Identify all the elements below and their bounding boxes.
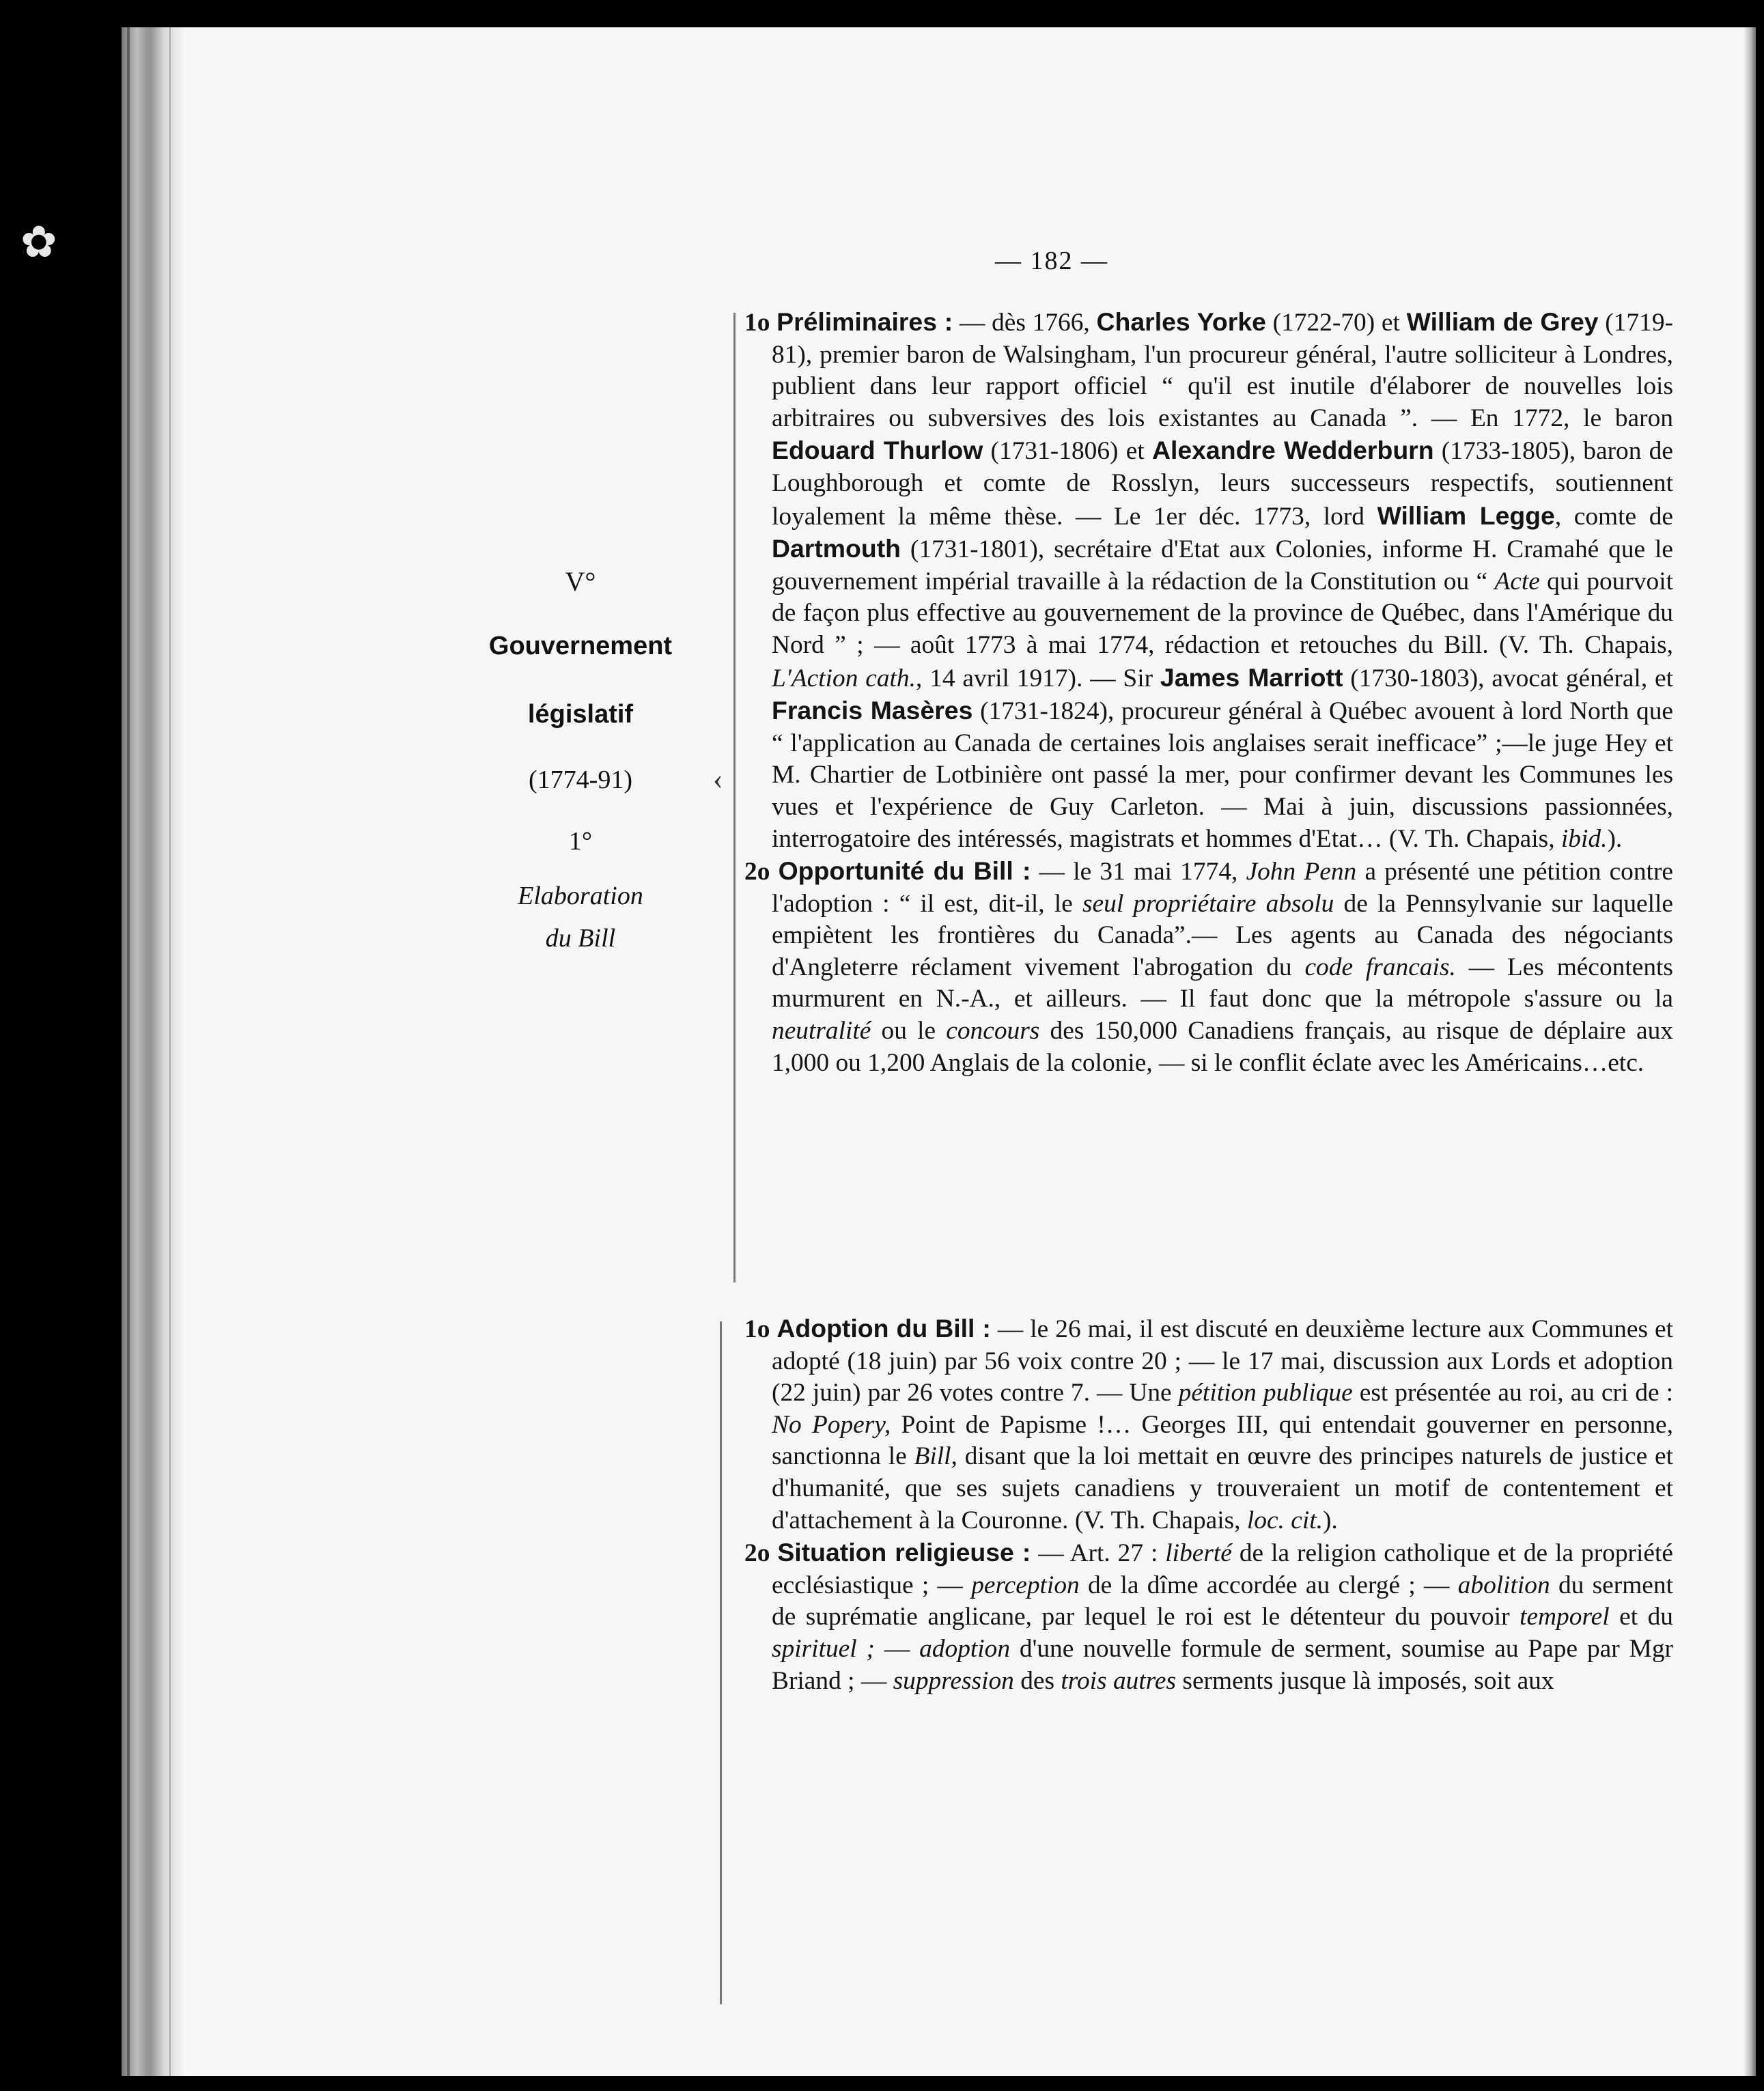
subsection-title: du Bill (545, 924, 616, 953)
brace-tick: ‹ (713, 762, 723, 796)
brace-line (733, 313, 736, 1282)
chapter-title: Gouvernement (488, 632, 673, 660)
subsection-number: 1° (568, 827, 593, 856)
paragraph-adoption: 1o Adoption du Bill : — le 26 mai, il est discuté en deuxième lecture aux Communes et adopté (18 juin) par 56 voix contre 20 ; — le 17 mai, discussion aux Lords et adoption (22 juin) par 26 votes contre 7. — Une pétition publique est présentée au roi, au cri de : No Popery, Point de Papisme !… Georges III, qui entendait gouverner en personne, sanctionna le Bill, disant que la loi mettait en œuvre des principes naturels de justice et d'humanité, que ses sujets canadiens y trouveraient un motif de contentement et d'attachement à la Couronne. (V. Th. Chapais, loc. cit.). (744, 1314, 1673, 1534)
spine-crease (127, 27, 130, 2076)
chapter-dates: (1774-91) (529, 766, 632, 794)
brace-line (720, 1321, 722, 2004)
section-elaboration (744, 306, 1673, 1079)
paragraph-heading: Situation religieuse : (777, 1538, 1031, 1567)
page-number: — 182 — (995, 247, 1108, 275)
section-adoption (744, 1313, 1673, 1697)
paragraph-heading: Préliminaires : (776, 307, 953, 336)
paragraph-opportunite: 2o Opportunité du Bill : — le 31 mai 1774, John Penn a présenté une pétition contre l'adoption : “ il est, dit-il, le seul propriétaire absolu de la Pennsylvanie sur laquelle empiètent les frontières du Canada”.— Les agents au Canada des négociants d'Angleterre réclament vivement l'abrogation du code francais. — Les mécontents murmurent en N.-A., et ailleurs. — Il faut donc que la métropole s'assure ou la neutralité ou le concours des 150,000 Canadiens français, au risque de déplaire aux 1,000 ou 1,200 Anglais de la colonie, — si le conflit éclate avec les Américains…etc. (744, 856, 1673, 1077)
paragraph-heading: Adoption du Bill : (776, 1314, 991, 1343)
paragraph-preliminaires: 1o Préliminaires : — dès 1766, Charles Yorke (1722-70) et William de Grey (1719-81), premier baron de Walsingham, l'un procureur général, l'autre solliciteur à Londres, publient dans leur rapport officiel “ qu'il est inutile d'élaborer de nouvelles lois arbitraires ou subversives des lois existantes au Canada ”. — En 1772, le baron Edouard Thurlow (1731-1806) et Alexandre Wedderburn (1733-1805), baron de Loughborough et comte de Rosslyn, leurs successeurs respectifs, soutiennent loyalement la même thèse. — Le 1er déc. 1773, lord William Legge, comte de Dartmouth (1731-1801), secrétaire d'Etat aux Colonies, informe H. Cramahé que le gouvernement impérial travaille à la rédaction de la Constitution ou “ Acte qui pourvoit de façon plus effective au gouvernement de la province de Québec, dans l'Amérique du Nord ” ; — août 1773 à mai 1774, rédaction et retouches du Bill. (V. Th. Chapais, L'Action cath., 14 avril 1917). — Sir James Marriott (1730-1803), avocat général, et Francis Masères (1731-1824), procureur général à Québec avouent à lord North que “ l'application au Canada de certaines lois anglaises serait inefficace” ;—le juge Hey et M. Chartier de Lotbinière ont passé la mer, pour confirmer devant les Communes les vues et l'expérience de Guy Carleton. — Mai à juin, discussions passionnées, interrogatoire des intéressés, magistrats et hommes d'Etat… (V. Th. Chapais, ibid.). (744, 307, 1673, 853)
chapter-title: législatif (527, 700, 634, 729)
spine-crease (169, 27, 171, 2076)
book-spine (122, 27, 183, 2076)
paragraph-heading: Opportunité du Bill : (778, 856, 1031, 886)
page-edge (1744, 27, 1756, 2076)
chapter-number: V° (565, 566, 596, 597)
paragraph-situation-religieuse: 2o Situation religieuse : — Art. 27 : liberté de la religion catholique et de la propriété ecclésiastique ; — perception de la dîme accordée au clergé ; — abolition du serment de suprématie anglicane, par lequel le roi est le détenteur du pouvoir temporel et du spirituel ; — adoption d'une nouvelle formule de serment, soumise au Pape par Mgr Briand ; — suppression des trois autres serments jusque là imposés, soit aux (744, 1538, 1673, 1695)
spine-crease (148, 27, 150, 2076)
flower-ornament-icon: ✿ (20, 218, 57, 266)
subsection-title: Elaboration (518, 882, 643, 910)
